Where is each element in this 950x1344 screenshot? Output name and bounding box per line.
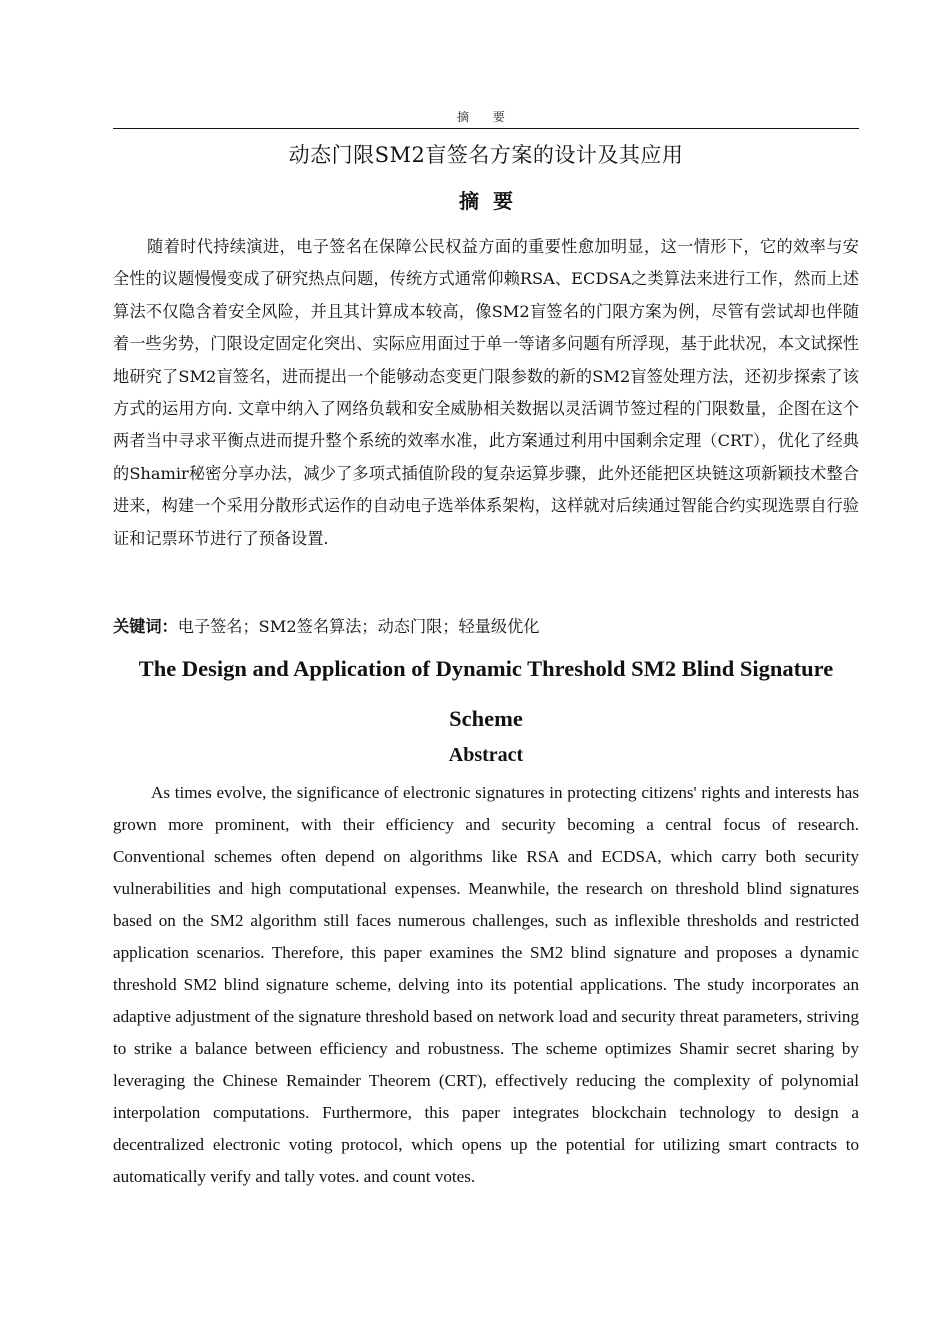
chinese-abstract-heading: 摘要 xyxy=(459,189,527,213)
header-rule xyxy=(113,128,859,129)
running-header: 摘 要 xyxy=(457,110,515,124)
keywords-line xyxy=(113,614,859,640)
chinese-title: 动态门限SM2盲签名方案的设计及其应用 xyxy=(288,143,684,167)
keywords-list: 电子签名；SM2签名算法；动态门限；轻量级优化 xyxy=(177,617,540,636)
chinese-abstract-body: 随着时代持续演进，电子签名在保障公民权益方面的重要性愈加明显，这一情形下，它的效率与安全性的议题慢慢变成了研究热点问题，传统方式通常仰赖RSA、ECDSA之类算法来进行工作，然而上述算法不仅隐含着安全风险，并且其计算成本较高，像SM2盲签名的门限方案为例，尽管有尝试却也伴随着一些劣势，门限设定固定化突出、实际应用面过于单一等诸多问题有所浮现，基于此状况，本文试探性地研究了SM2盲签名，进而提出一个能够动态变更门限参数的新的SM2盲签处理方法，还初步探索了该方式的运用方向. 文章中纳入了网络负载和安全威胁相关数据以灵活调节签过程的门限数量，企图在这个两者当中寻求平衡点进而提升整个系统的效率水准，此方案通过利用中国剩余定理（CRT），优化了经典的Shamir秘密分享办法，减少了多项式插值阶段的复杂运算步骤，此外还能把区块链这项新颖技术整合进来，构建一个采用分散形式运作的自动电子选举体系架构，这样就对后续通过智能合约实现选票自行验证和记票环节进行了预备设置. xyxy=(113,237,859,548)
english-abstract-heading: Abstract xyxy=(448,744,524,766)
english-title: The Design and Application of Dynamic Threshold SM2 Blind Signature Scheme xyxy=(138,656,834,731)
keywords-label: 关键词： xyxy=(113,617,178,636)
english-abstract-body: As times evolve, the significance of electronic signatures in protecting citizens' rights and interests has grown more prominent, with their efficiency and security becoming a central focus of research. Conventional schemes often depend on algorithms like RSA and ECDSA, which carry both security vulnerabilities and high computational expenses. Meanwhile, the research on threshold blind signatures based on the SM2 algorithm still faces numerous challenges, such as inflexible thresholds and restricted application scenarios. Therefore, this paper examines the SM2 blind signature and proposes a dynamic threshold SM2 blind signature scheme, delving into its potential applications. The study incorporates an adaptive adjustment of the signature threshold based on network load and security threat parameters, striving to strike a balance between efficiency and robustness. The scheme optimizes Shamir secret sharing by leveraging the Chinese Remainder Theorem (CRT), effectively reducing the complexity of polynomial interpolation computations. Furthermore, this paper integrates blockchain technology to design a decentralized electronic voting protocol, which opens up the potential for utilizing smart contracts to automatically verify and tally votes. and count votes. xyxy=(113,783,859,1186)
